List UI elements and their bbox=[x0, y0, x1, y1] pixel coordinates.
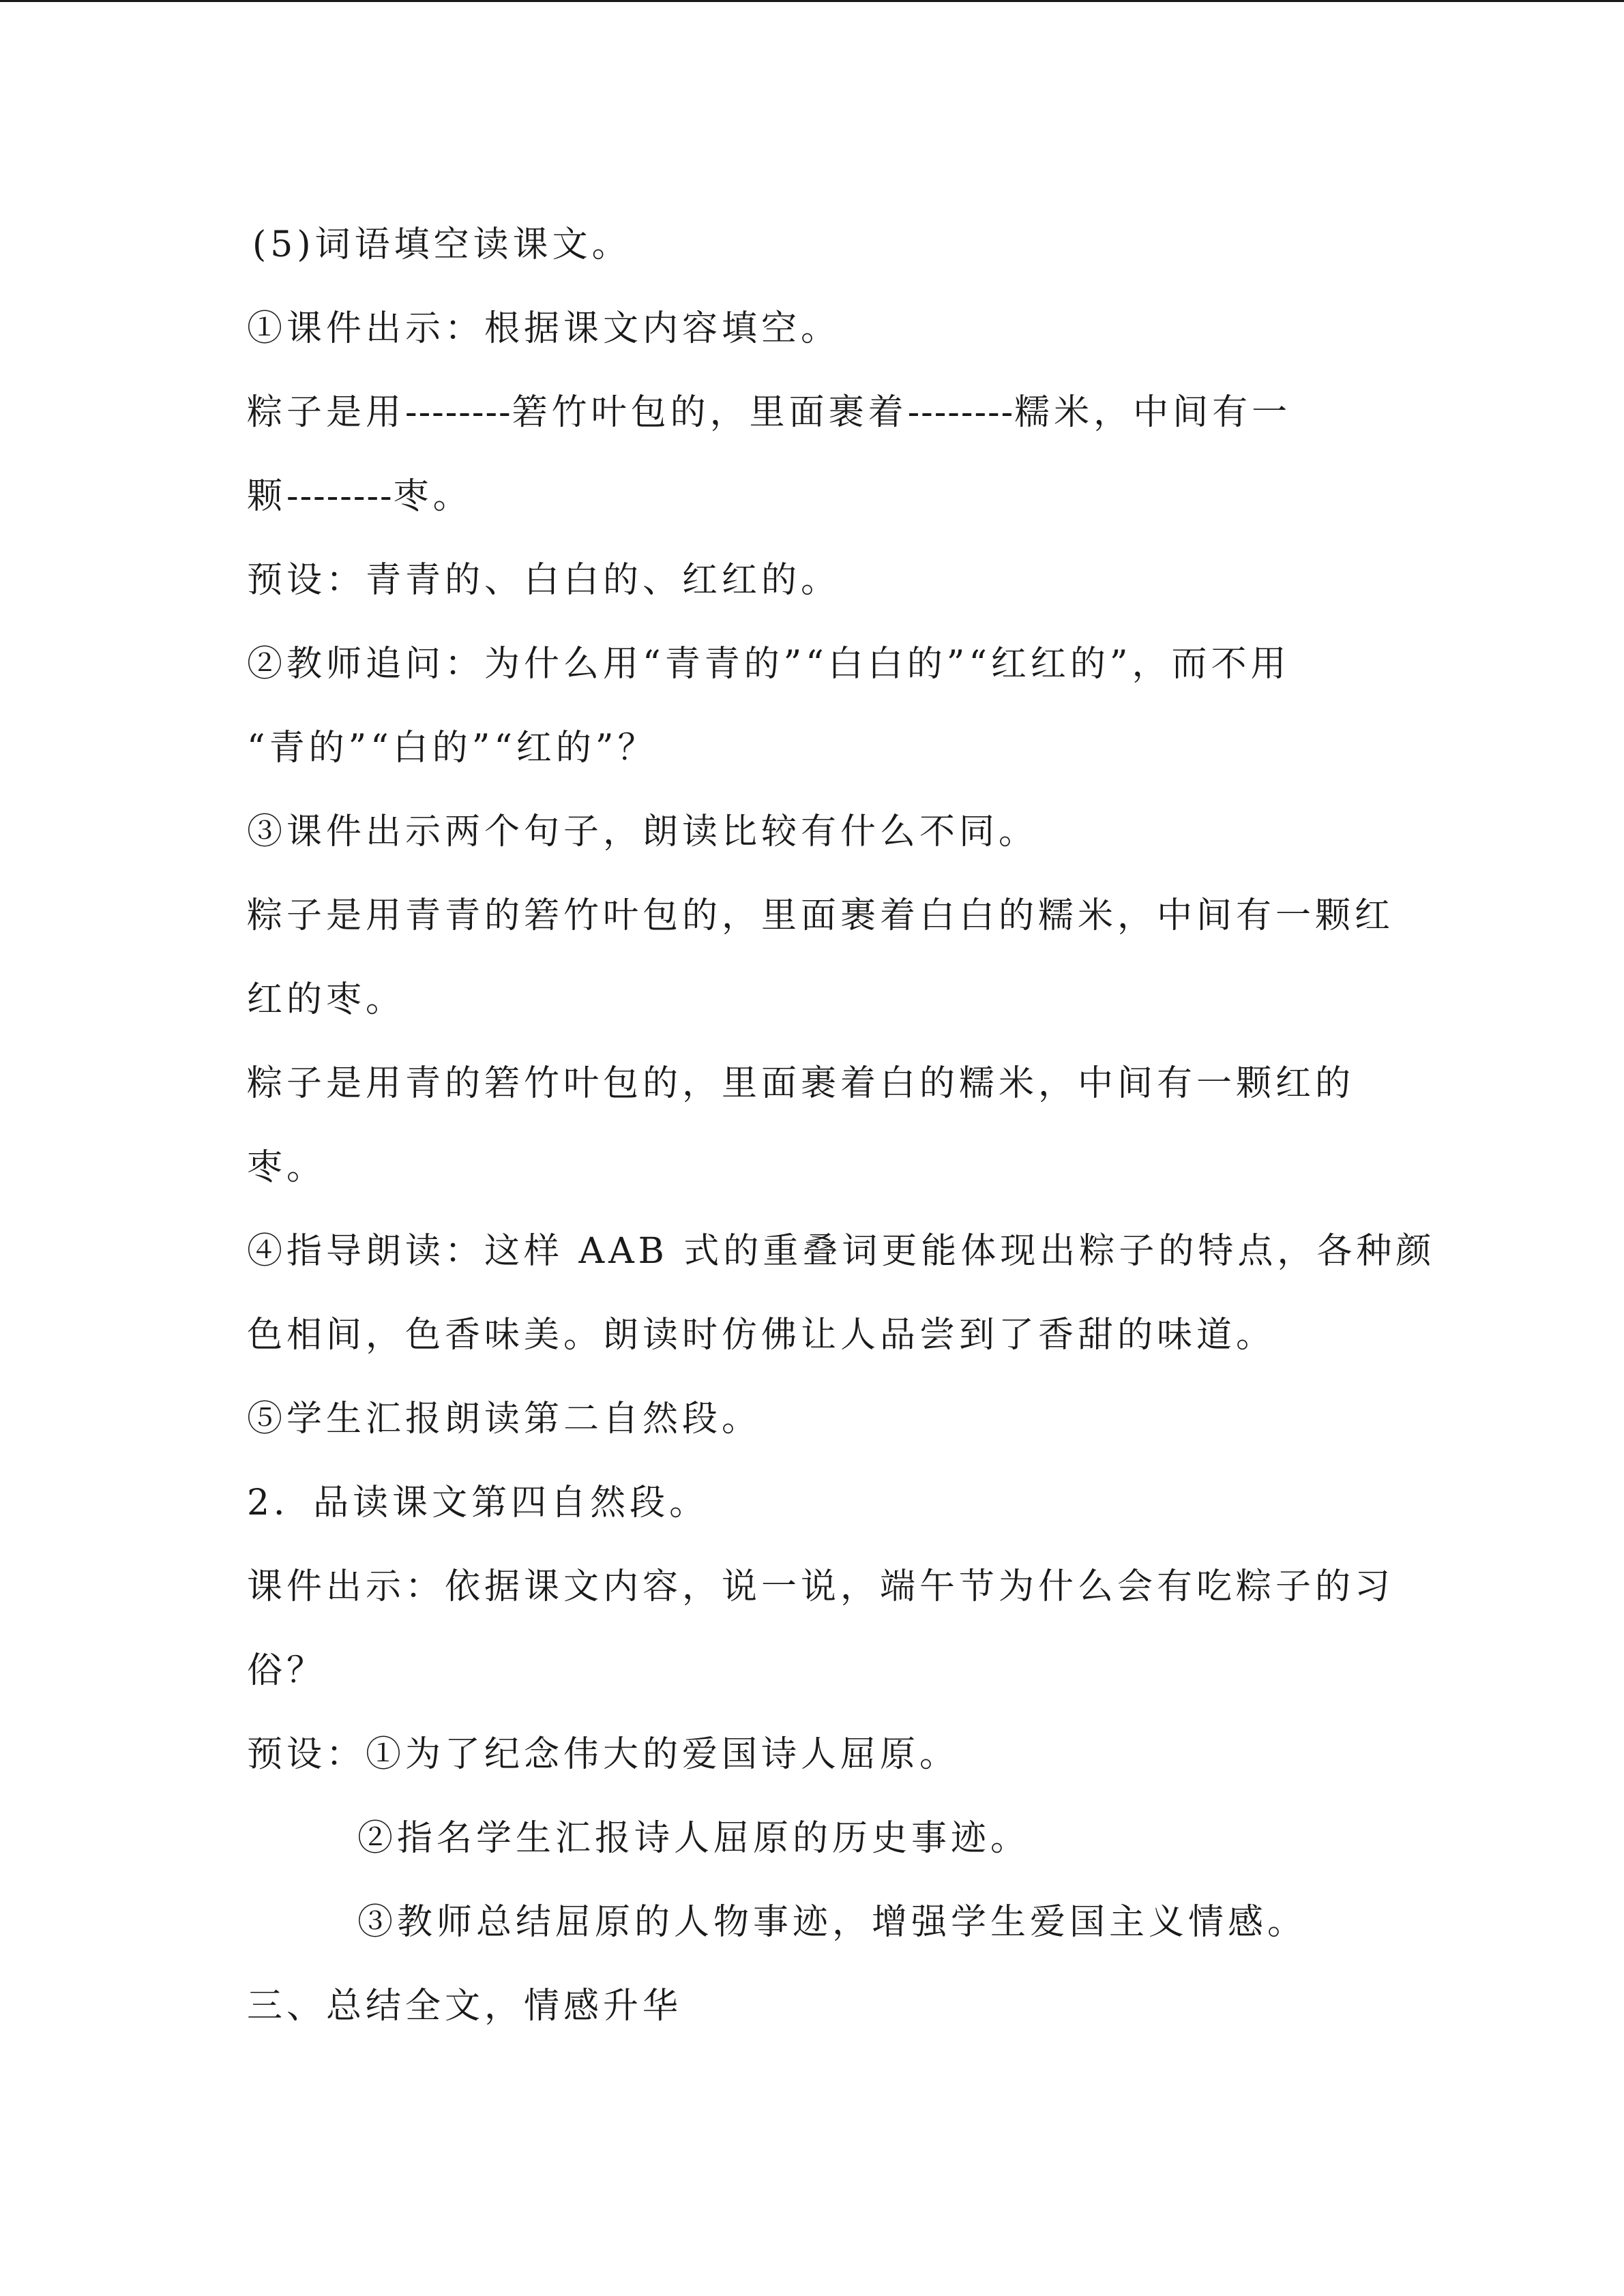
courseware-question-line2: 俗？ bbox=[247, 1650, 327, 1691]
fill-text-5: 枣。 bbox=[393, 476, 473, 517]
preset-answer: 预设：青青的、白白的、红红的。 bbox=[247, 560, 841, 601]
fill-text-4: 颗 bbox=[247, 476, 287, 517]
item-courseware-fill: ①课件出示：根据课文内容填空。 bbox=[247, 308, 841, 349]
sentence-a-line1: 粽子是用青青的箬竹叶包的，里面裹着白白的糯米，中间有一颗红 bbox=[247, 895, 1395, 936]
courseware-question-line1: 课件出示：依据课文内容，说一说，端午节为什么会有吃粽子的习 bbox=[247, 1566, 1395, 1607]
guided-reading-line2: 色相间，色香味美。朗读时仿佛让人品尝到了香甜的味道。 bbox=[247, 1315, 1276, 1356]
sentence-a-line2: 红的枣。 bbox=[247, 979, 406, 1020]
student-report: ⑤学生汇报朗读第二自然段。 bbox=[247, 1399, 762, 1440]
preset-item-1: 预设：①为了纪念伟大的爱国诗人屈原。 bbox=[247, 1734, 960, 1775]
blank-3: -------- bbox=[286, 476, 394, 517]
preset-item-3: ③教师总结屈原的人物事迹，增强学生爱国主义情感。 bbox=[357, 1902, 1308, 1943]
sentence-b-line1: 粽子是用青的箬竹叶包的，里面裹着白的糯米，中间有一颗红的 bbox=[247, 1063, 1355, 1104]
heading-fill-blank: (5)词语填空读课文。 bbox=[252, 224, 632, 265]
section-3-heading: 三、总结全文，情感升华 bbox=[247, 1986, 683, 2027]
fill-text-2: 箬竹叶包的，里面裹着 bbox=[512, 392, 908, 433]
fill-blank-sentence-line1 bbox=[247, 391, 1291, 434]
preset-item-2: ②指名学生汇报诗人屈原的历史事迹。 bbox=[357, 1818, 1031, 1859]
item-compare-sentences: ③课件出示两个句子，朗读比较有什么不同。 bbox=[247, 811, 1039, 852]
sentence-b-line2: 枣。 bbox=[247, 1147, 327, 1188]
teacher-question-line2: “青的”“白的”“红的”？ bbox=[247, 728, 658, 769]
page-top-rule bbox=[0, 0, 1624, 2]
fill-text-1: 粽子是用 bbox=[247, 392, 406, 433]
section-2-heading: 2．品读课文第四自然段。 bbox=[247, 1482, 709, 1523]
fill-blank-sentence-line2 bbox=[247, 475, 473, 518]
blank-1: -------- bbox=[405, 392, 512, 433]
blank-2: -------- bbox=[907, 392, 1015, 433]
teacher-question-line1: ②教师追问：为什么用“青青的”“白白的”“红红的”，而不用 bbox=[247, 644, 1290, 685]
fill-text-3: 糯米，中间有一 bbox=[1014, 392, 1292, 433]
guided-reading-line1: ④指导朗读：这样 AAB 式的重叠词更能体现出粽子的特点，各种颜 bbox=[247, 1231, 1436, 1272]
